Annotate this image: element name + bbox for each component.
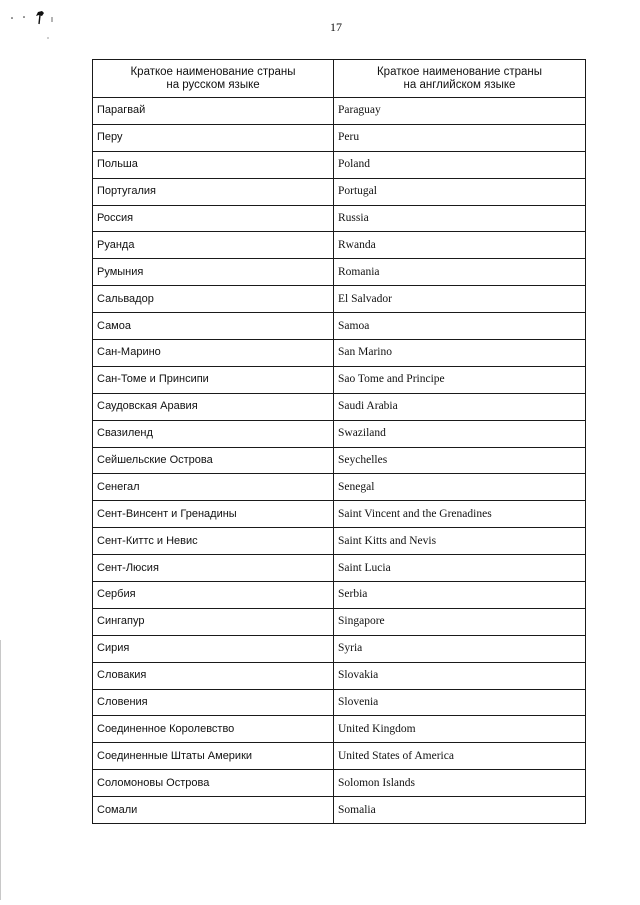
table-row [93,528,586,555]
russian-name-cell: Соединенные Штаты Америки [93,743,334,770]
russian-name-cell: Польша [93,151,334,178]
table-row [93,770,586,797]
russian-name-cell: Сенегал [93,474,334,501]
scan-edge-line [0,640,1,900]
russian-name-cell: Сент-Люсия [93,555,334,582]
english-name-cell: Slovakia [334,662,586,689]
table-row [93,743,586,770]
english-name-cell: United States of America [334,743,586,770]
table-row [93,635,586,662]
english-name-cell: Somalia [334,797,586,824]
header-english-line2: на английском языке [403,78,516,91]
country-names-table [92,59,586,824]
table-row [93,420,586,447]
russian-name-cell: Сейшельские Острова [93,447,334,474]
page-number: 17 [330,20,342,34]
english-name-cell: Swaziland [334,420,586,447]
russian-name-cell: Сан-Марино [93,340,334,367]
english-name-cell: Russia [334,205,586,232]
header-russian-line1: Краткое наименование страны [130,65,296,78]
table-row [93,98,586,125]
table-row [93,366,586,393]
table-row [93,662,586,689]
table-row [93,608,586,635]
russian-name-cell: Парагвай [93,98,334,125]
english-name-cell: Rwanda [334,232,586,259]
english-name-cell: Poland [334,151,586,178]
russian-name-cell: Сирия [93,635,334,662]
english-name-cell: Saint Kitts and Nevis [334,528,586,555]
english-name-cell: Seychelles [334,447,586,474]
english-name-cell: Saint Lucia [334,555,586,582]
english-name-cell: Romania [334,259,586,286]
english-name-cell: Sao Tome and Principe [334,366,586,393]
table-row [93,259,586,286]
russian-name-cell: Руанда [93,232,334,259]
table-row [93,582,586,609]
russian-name-cell: Сербия [93,582,334,609]
english-name-cell: Paraguay [334,98,586,125]
english-name-cell: Saudi Arabia [334,393,586,420]
russian-name-cell: Саудовская Аравия [93,393,334,420]
english-name-cell: Solomon Islands [334,770,586,797]
table-row [93,447,586,474]
english-name-cell: Senegal [334,474,586,501]
russian-name-cell: Сент-Киттс и Невис [93,528,334,555]
russian-name-cell: Свазиленд [93,420,334,447]
header-russian-name [93,60,334,98]
russian-name-cell: Перу [93,124,334,151]
russian-name-cell: Соломоновы Острова [93,770,334,797]
header-english-line1: Краткое наименование страны [376,65,543,78]
russian-name-cell: Сомали [93,797,334,824]
russian-name-cell: Сент-Винсент и Гренадины [93,501,334,528]
english-name-cell: Saint Vincent and the Grenadines [334,501,586,528]
table-row [93,124,586,151]
table-row [93,286,586,313]
english-name-cell: United Kingdom [334,716,586,743]
english-name-cell: El Salvador [334,286,586,313]
russian-name-cell: Соединенное Королевство [93,716,334,743]
header-english-name [334,60,586,98]
english-name-cell: Portugal [334,178,586,205]
table-row [93,313,586,340]
russian-name-cell: Словакия [93,662,334,689]
table-header-row [93,60,586,98]
english-name-cell: Singapore [334,608,586,635]
table-row [93,178,586,205]
table-row [93,205,586,232]
russian-name-cell: Самоа [93,313,334,340]
english-name-cell: San Marino [334,340,586,367]
table-row [93,474,586,501]
russian-name-cell: Португалия [93,178,334,205]
english-name-cell: Serbia [334,582,586,609]
table-row [93,340,586,367]
russian-name-cell: Россия [93,205,334,232]
table-row [93,797,586,824]
english-name-cell: Peru [334,124,586,151]
english-name-cell: Samoa [334,313,586,340]
russian-name-cell: Румыния [93,259,334,286]
table-row [93,689,586,716]
russian-name-cell: Сан-Томе и Принсипи [93,366,334,393]
table-row [93,393,586,420]
russian-name-cell: Словения [93,689,334,716]
table-row [93,501,586,528]
russian-name-cell: Сингапур [93,608,334,635]
table-row [93,151,586,178]
table-row [93,555,586,582]
table-row [93,232,586,259]
table-row [93,716,586,743]
english-name-cell: Syria [334,635,586,662]
english-name-cell: Slovenia [334,689,586,716]
russian-name-cell: Сальвадор [93,286,334,313]
header-russian-line2: на русском языке [166,78,260,91]
